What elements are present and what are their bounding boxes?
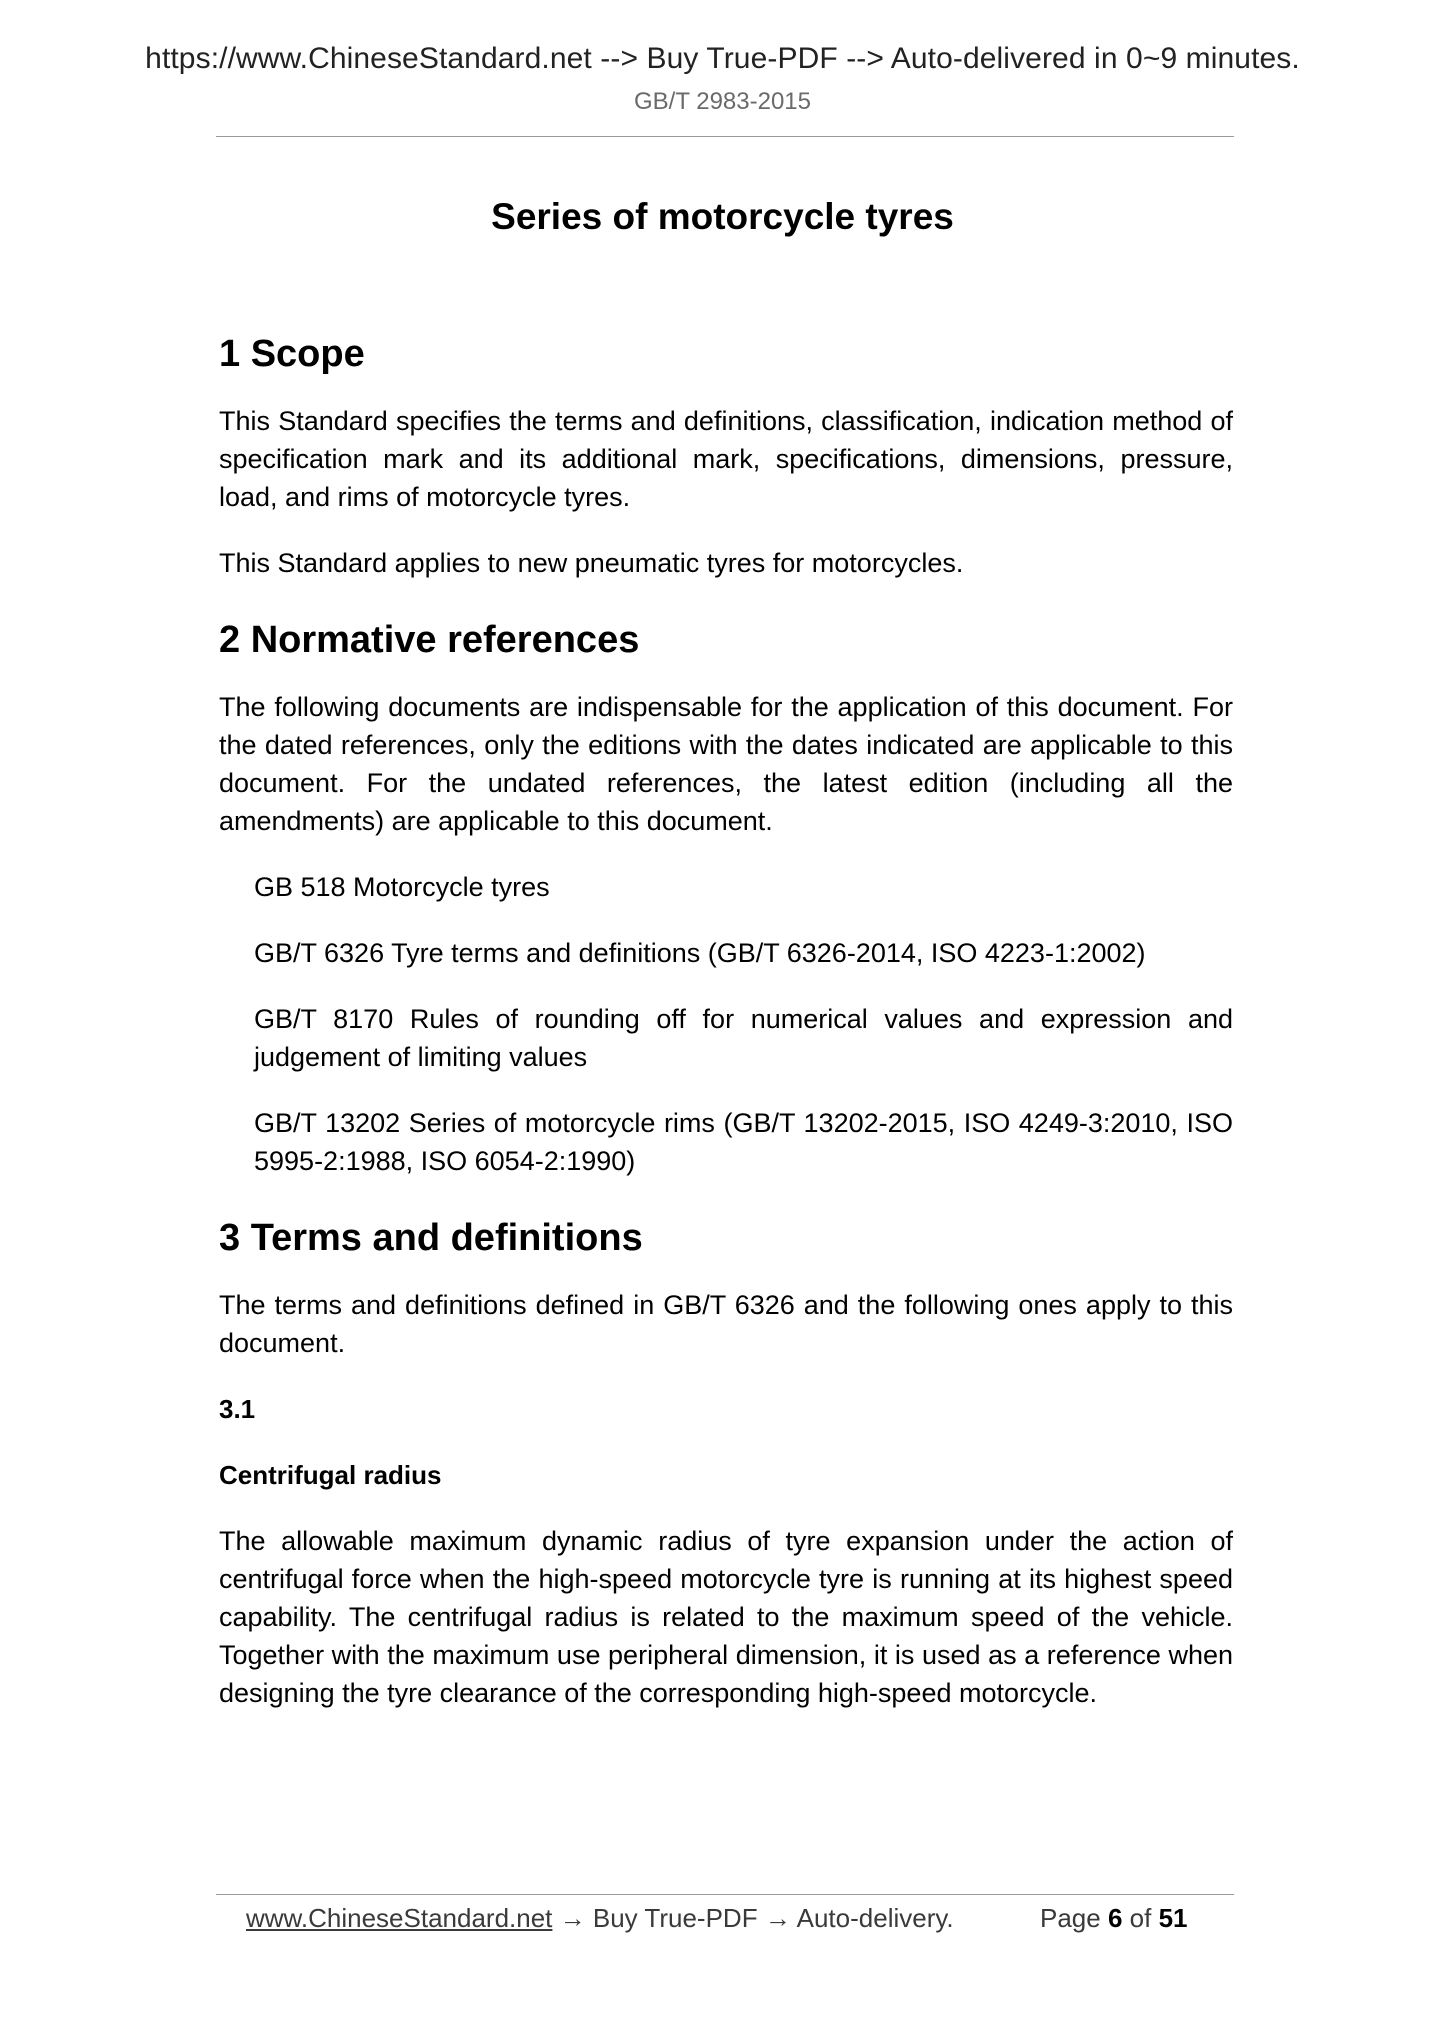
- standard-number: GB/T 2983-2015: [633, 88, 811, 115]
- term-number: 3.1: [219, 1394, 256, 1424]
- page-total: 51: [1158, 1903, 1188, 1933]
- section-heading-normative-references: 2 Normative references: [219, 619, 640, 661]
- reference-item: GB/T 6326 Tyre terms and definitions (GB/T 6326-2014, ISO 4223-1:2002): [254, 938, 1146, 968]
- footer-text: [246, 1900, 954, 1936]
- arrow-icon: →: [559, 1903, 586, 1933]
- terms-intro: The terms and definitions defined in GB/T 6326 and the following ones apply to this document.: [219, 1290, 1233, 1358]
- document-body: [219, 326, 1233, 1712]
- section-heading-scope: 1 Scope: [219, 333, 365, 375]
- section-heading-terms-and-definitions: 3 Terms and definitions: [219, 1217, 643, 1259]
- page-indicator: [1040, 1900, 1188, 1936]
- page-current: 6: [1107, 1903, 1123, 1933]
- page-of-label: of: [1129, 1903, 1152, 1933]
- scope-paragraph-2: This Standard applies to new pneumatic tyres for motorcycles.: [219, 548, 964, 578]
- document-title: Series of motorcycle tyres: [491, 196, 954, 237]
- footer-site-link[interactable]: www.ChineseStandard.net: [246, 1903, 553, 1933]
- reference-item: GB/T 8170 Rules of rounding off for numerical values and expression and judgement of limiting values: [254, 1004, 1233, 1072]
- header-divider: [216, 136, 1234, 137]
- footer-buy-text: Buy True-PDF: [592, 1903, 758, 1933]
- reference-item: GB 518 Motorcycle tyres: [254, 872, 550, 902]
- arrow-icon: →: [764, 1903, 791, 1933]
- footer-divider: [216, 1894, 1234, 1895]
- term-definition: The allowable maximum dynamic radius of tyre expansion under the action of centrifugal force when the high-speed motorcycle tyre is running at its highest speed capability. The centrifugal radius is related to the maximum speed of the vehicle. Together with the maximum use peripheral dimension, it is used as a reference when designing the tyre clearance of the corresponding high-speed motorcycle.: [219, 1526, 1233, 1708]
- term-name: Centrifugal radius: [219, 1460, 442, 1490]
- header-banner[interactable]: https://www.ChineseStandard.net --> Buy True-PDF --> Auto-delivered in 0~9 minutes.: [145, 42, 1300, 75]
- page-label: Page: [1040, 1903, 1101, 1933]
- scope-paragraph-1: This Standard specifies the terms and definitions, classification, indication method of specification mark and its additional mark, specifications, dimensions, pressure, load, and rims of motorcycle tyres.: [219, 406, 1233, 512]
- footer-auto-text: Auto-delivery.: [796, 1903, 954, 1933]
- normative-intro: The following documents are indispensable for the application of this document. For the dated references, only the editions with the dates indicated are applicable to this document. For the undated references, the latest edition (including all the amendments) are applicable to this document.: [219, 692, 1233, 836]
- reference-item: GB/T 13202 Series of motorcycle rims (GB/T 13202-2015, ISO 4249-3:2010, ISO 5995-2:1988, ISO 6054-2:1990): [254, 1108, 1233, 1176]
